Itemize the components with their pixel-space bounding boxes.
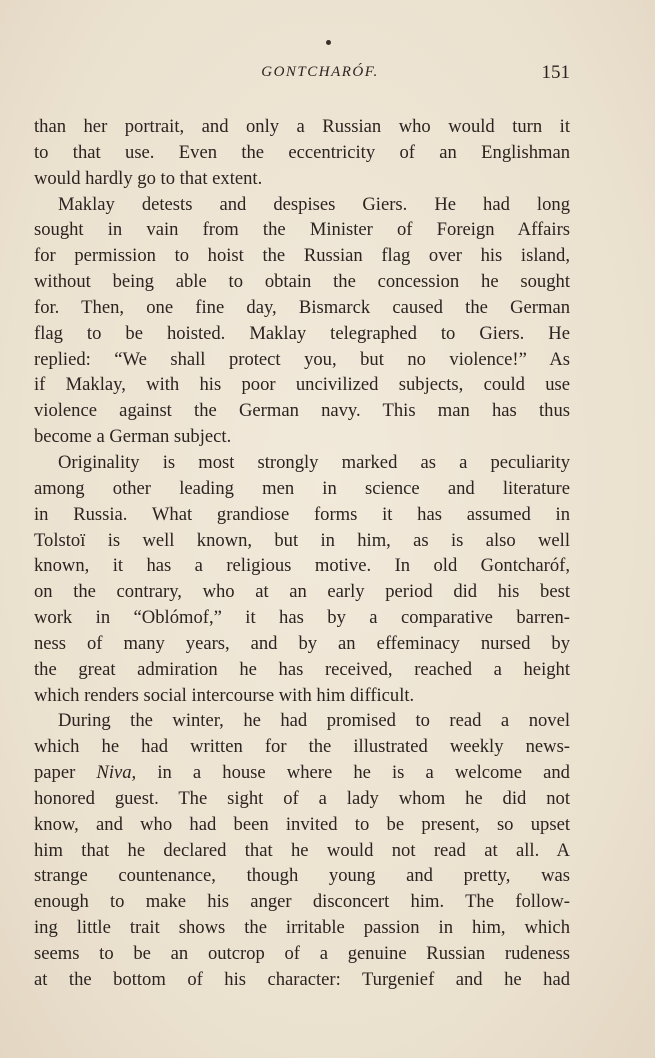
- paragraph-start-line: During the winter, he had promised to read a novel: [58, 710, 570, 732]
- text-line: than her portrait, and only a Russian who would turn it: [34, 116, 570, 137]
- running-header: [34, 62, 570, 88]
- text-line: honored guest. The sight of a lady whom he did not: [34, 787, 570, 809]
- text-line: Tolstoï is well known, but in him, as is also well: [34, 529, 570, 551]
- text-line: work in “Oblómof,” it has by a comparative barren-: [34, 607, 570, 629]
- running-title: GONTCHARÓF.: [261, 64, 379, 80]
- text-line: enough to make his anger disconcert him. The follow-: [34, 891, 570, 913]
- text-line: for permission to hoist the Russian flag over his island,: [34, 245, 570, 267]
- text-line: seems to be an outcrop of a genuine Russian rudeness: [34, 943, 570, 964]
- text-line: without being able to obtain the concession he sought: [34, 271, 570, 293]
- text-line: to that use. Even the eccentricity of an Englishman: [34, 141, 570, 163]
- text-line: known, it has a religious motive. In old Gontcharóf,: [34, 555, 570, 577]
- text-fragment: in a house where he is a welcome and: [157, 762, 570, 784]
- paragraph-start-line: Maklay detests and despises Giers. He had long: [58, 193, 570, 215]
- text-line: him that he declared that he would not read at all. A: [34, 839, 570, 861]
- text-line: violence against the German navy. This man has thus: [34, 400, 570, 422]
- text-line: become a German subject.: [34, 426, 232, 448]
- text-line: ness of many years, and by an effeminacy nursed by: [34, 632, 570, 654]
- text-line: among other leading men in science and literature: [34, 477, 570, 499]
- paragraph-start-line: Originality is most strongly marked as a peculiarity: [58, 451, 570, 473]
- text-line: [34, 760, 570, 786]
- text-line: know, and who had been invited to be present, so upset: [34, 813, 570, 835]
- text-line: replied: “We shall protect you, but no violence!” As: [34, 348, 570, 370]
- text-line: which renders social intercourse with him difficult.: [34, 684, 415, 706]
- text-line: flag to be hoisted. Maklay telegraphed to Giers. He: [34, 322, 570, 344]
- text-line: would hardly go to that extent.: [34, 167, 263, 189]
- text-line: on the contrary, who at an early period did his best: [34, 581, 570, 603]
- page-number: 151: [541, 62, 570, 83]
- text-line: which he had written for the illustrated weekly news-: [34, 736, 570, 758]
- text-line: if Maklay, with his poor uncivilized subjects, could use: [34, 374, 570, 396]
- printer-mark: [326, 40, 331, 45]
- text-line: the great admiration he has received, reached a height: [34, 658, 570, 680]
- text-line: strange countenance, though young and pretty, was: [34, 865, 570, 887]
- body-text: [34, 114, 570, 993]
- text-line: for. Then, one fine day, Bismarck caused the German: [34, 296, 570, 318]
- text-fragment: paper: [34, 762, 76, 784]
- text-line: at the bottom of his character: Turgenief and he had: [34, 968, 570, 990]
- text-line: sought in vain from the Minister of Foreign Affairs: [34, 219, 570, 241]
- periodical-title: Niva,: [96, 762, 137, 784]
- text-line: ing little trait shows the irritable passion in him, which: [34, 917, 570, 939]
- text-line: in Russia. What grandiose forms it has assumed in: [34, 503, 570, 525]
